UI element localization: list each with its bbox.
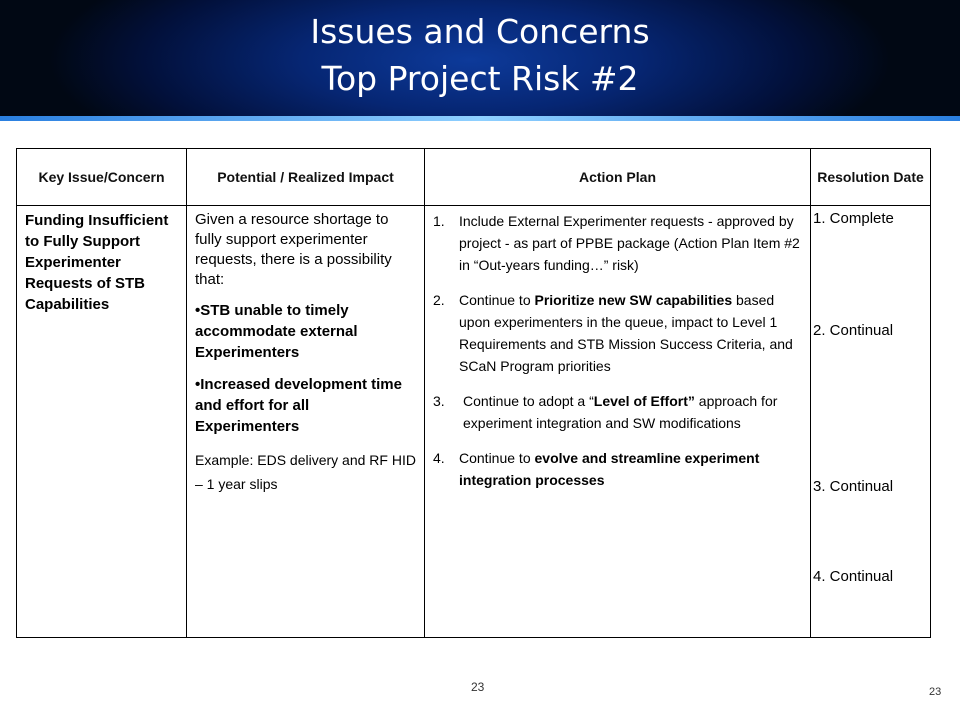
impact-example: Example: EDS delivery and RF HID – 1 year slips bbox=[195, 452, 416, 492]
action-text bbox=[459, 289, 802, 377]
impact-intro: Given a resource shortage to fully support experimenter requests, there is a possibility that: bbox=[195, 211, 392, 288]
table-header-row bbox=[17, 149, 931, 206]
action-item-3 bbox=[433, 390, 802, 434]
resolution-2: 2. Continual bbox=[813, 322, 894, 339]
header-key-issue: Key Issue/Concern bbox=[17, 149, 187, 206]
action-text-bold: evolve and streamline experiment integration processes bbox=[459, 450, 760, 488]
resolution-1: 1. Complete bbox=[813, 210, 894, 227]
action-text bbox=[463, 390, 802, 434]
action-text bbox=[459, 447, 802, 491]
page-number-corner: 23 bbox=[929, 686, 942, 698]
header-action-plan: Action Plan bbox=[425, 149, 811, 206]
action-item-1 bbox=[433, 210, 802, 276]
table-row bbox=[17, 206, 931, 638]
impact-bullet-1: •STB unable to timely accommodate external Experimenters bbox=[195, 302, 358, 361]
action-number: 4. bbox=[433, 450, 445, 466]
action-item-2 bbox=[433, 289, 802, 377]
title-line-1: Issues and Concerns bbox=[310, 12, 650, 51]
key-issue-cell bbox=[17, 206, 187, 638]
resolution-3: 3. Continual bbox=[813, 478, 894, 495]
page-number-center: 23 bbox=[471, 680, 485, 694]
action-item-4 bbox=[433, 447, 802, 491]
action-text-bold: Prioritize new SW capabilities bbox=[534, 292, 733, 308]
action-plan-cell bbox=[425, 206, 811, 638]
action-text-pre: Continue to bbox=[459, 450, 535, 466]
resolution-4: 4. Continual bbox=[813, 568, 894, 585]
action-text-post: based upon experimenters in the queue, impact to Level 1 Requirements and STB Mission Success Criteria, and SCaN Program priorities bbox=[459, 292, 793, 374]
slide-title bbox=[0, 8, 960, 102]
action-number: 3. bbox=[433, 393, 445, 409]
impact-cell bbox=[187, 206, 425, 638]
risk-table bbox=[16, 148, 931, 638]
banner-divider bbox=[0, 116, 960, 121]
action-number: 1. bbox=[433, 213, 445, 229]
impact-bullet-2: •Increased development time and effort for all Experimenters bbox=[195, 376, 402, 435]
header-impact: Potential / Realized Impact bbox=[187, 149, 425, 206]
action-text: Include External Experimenter requests - approved by project - as part of PPBE package (Action Plan Item #2 in “Out-years funding…” risk) bbox=[459, 213, 800, 273]
action-text-pre: Continue to adopt a “ bbox=[463, 393, 594, 409]
action-text-bold: Level of Effort” bbox=[593, 393, 695, 409]
action-text-pre: Continue to bbox=[459, 292, 535, 308]
title-line-2: Top Project Risk #2 bbox=[321, 59, 639, 98]
header-resolution-date: Resolution Date bbox=[811, 149, 931, 206]
action-text-post: approach for experiment integration and SW modifications bbox=[463, 393, 778, 431]
action-number: 2. bbox=[433, 292, 445, 308]
key-issue-text: Funding Insufficient to Fully Support Experimenter Requests of STB Capabilities bbox=[25, 212, 169, 313]
